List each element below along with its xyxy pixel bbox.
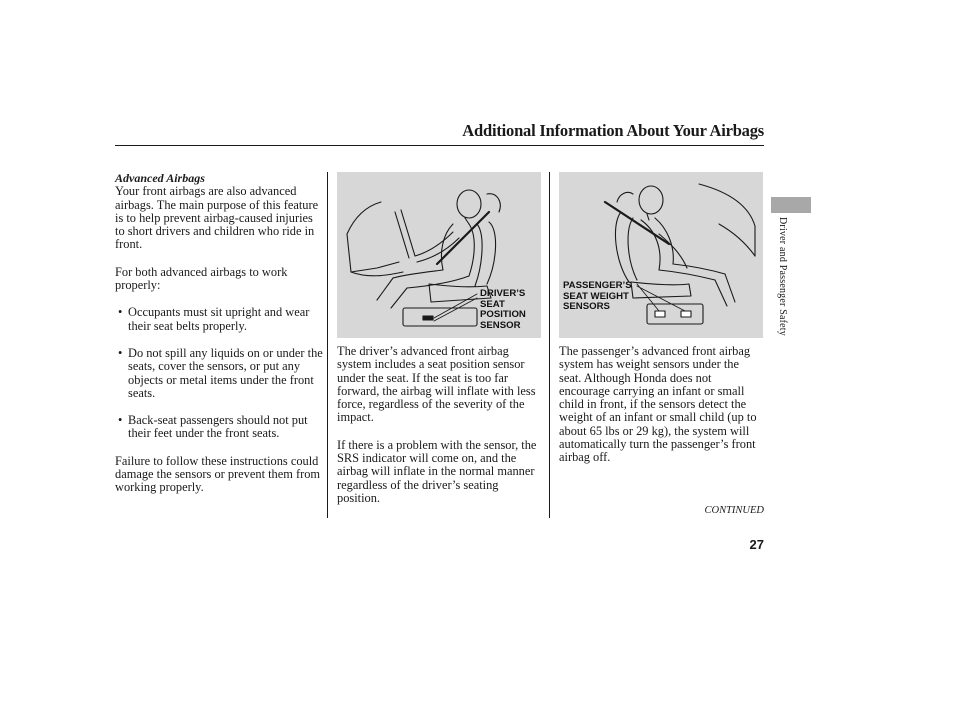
closing-paragraph: Failure to follow these instructions could damage the sensors or prevent them from working properly. (115, 453, 321, 495)
list-item (115, 347, 323, 400)
section-subheading: Advanced Airbags (115, 171, 205, 185)
intro-paragraph: Your front airbags are also advanced airbags. The main purpose of this feature is to help prevent airbag-caused injuries to short drivers and children who ride in front. (115, 184, 319, 252)
left-column (115, 172, 323, 495)
bullet-icon: • (118, 413, 123, 428)
section-tab-label: Driver and Passenger Safety (777, 217, 788, 336)
list-item-text: Back-seat passengers should not put their feet under the front seats. (128, 413, 308, 441)
section-tab (771, 197, 811, 213)
list-item (115, 306, 323, 333)
list-item-text: Do not spill any liquids on or under the seats, cover the sensors, or put any objects or metal items under the front seats. (128, 345, 323, 400)
bullet-icon: • (118, 305, 123, 320)
instruction-list (115, 306, 323, 440)
list-item (115, 414, 323, 441)
page-title: Additional Information About Your Airbags (462, 121, 764, 140)
passenger-sensor-paragraph: The passenger’s advanced front airbag system has weight sensors under the seat. Although Honda does not encourage carrying an infant or small child in front, if the sensors detect the weight of an infant or small child (up to about 65 lbs or 29 kg), the system will automatically turn the passenger’s front airbag off. (559, 344, 757, 465)
driver-sensor-paragraph: The driver’s advanced front airbag system includes a seat position sensor under the seat. If the seat is too far forward, the airbag will inflate with less force, regardless of the severity of the impact. (337, 344, 536, 425)
continued-label: CONTINUED (704, 505, 764, 516)
lead-in-paragraph: For both advanced airbags to work properly: (115, 264, 288, 293)
passenger-seat-illustration (559, 172, 763, 338)
column-divider (327, 172, 328, 518)
passenger-sensor-label: PASSENGER’S SEAT WEIGHT SENSORS (563, 280, 632, 312)
driver-sensor-problem-paragraph: If there is a problem with the sensor, the SRS indicator will come on, and the airbag will inflate in the normal manner regardless of the driver’s seating position. (337, 437, 537, 505)
right-column (559, 345, 763, 465)
bullet-icon: • (118, 345, 123, 360)
column-divider (549, 172, 550, 518)
page-number: 27 (749, 537, 764, 552)
middle-column (337, 345, 543, 505)
driver-seat-figure (337, 172, 541, 338)
driver-sensor-label: DRIVER’S SEAT POSITION SENSOR (480, 288, 526, 331)
list-item-text: Occupants must sit upright and wear their seat belts properly. (128, 305, 310, 333)
title-rule (115, 145, 764, 146)
passenger-seat-figure (559, 172, 763, 338)
